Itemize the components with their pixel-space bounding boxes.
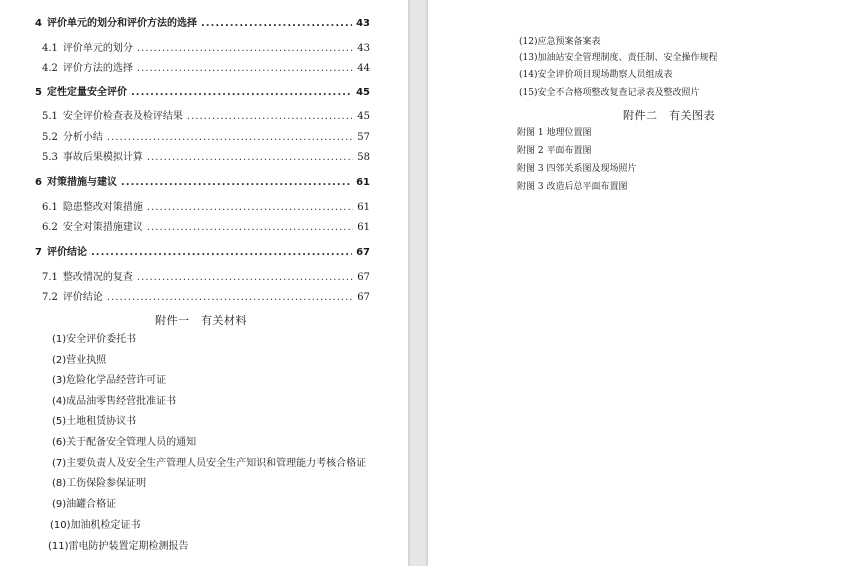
toc-section-entry[interactable]	[42, 62, 370, 76]
toc-entry-number: 5.2	[42, 132, 58, 143]
toc-section-entry[interactable]	[42, 42, 370, 56]
attachment-one-heading: 附件一 有关材料	[155, 314, 247, 327]
toc-entry-title: 评价结论	[62, 292, 103, 303]
toc-dot-leader	[137, 271, 353, 285]
toc-dot-leader	[147, 221, 353, 235]
toc-dot-leader	[131, 86, 352, 100]
toc-entry-page-number: 61	[356, 177, 370, 188]
toc-dot-leader	[187, 110, 353, 124]
toc-entry-title: 评价单元的划分	[62, 43, 133, 54]
toc-entry-number: 5	[35, 87, 42, 98]
toc-dot-leader	[121, 176, 352, 190]
toc-section-entry[interactable]	[42, 151, 370, 165]
toc-dot-leader	[91, 246, 352, 260]
toc-dot-leader	[137, 62, 353, 76]
toc-dot-leader	[107, 131, 353, 145]
toc-entry-title: 事故后果模拟计算	[62, 152, 143, 163]
toc-entry-number: 6.1	[42, 202, 58, 213]
attachment-one-item[interactable]: (6)关于配备安全管理人员的通知	[52, 437, 197, 448]
document-page-right	[428, 0, 852, 566]
toc-dot-leader	[147, 201, 353, 215]
toc-section-entry[interactable]	[42, 221, 370, 235]
toc-section-entry[interactable]	[42, 131, 370, 145]
toc-entry-number: 4.2	[42, 63, 58, 74]
toc-entry-number: 4	[35, 18, 42, 29]
toc-chapter-entry[interactable]	[35, 17, 370, 31]
toc-entry-number: 5.3	[42, 152, 58, 163]
attachment-two-heading: 附件二 有关图表	[623, 109, 715, 122]
attachment-one-item[interactable]: (11)雷电防护装置定期检测报告	[48, 541, 189, 552]
attachment-one-item[interactable]: (2)营业执照	[52, 355, 107, 366]
toc-entry-page-number: 67	[357, 292, 370, 303]
toc-entry-page-number: 43	[356, 18, 370, 29]
toc-entry-page-number: 67	[357, 272, 370, 283]
toc-entry-number: 7	[35, 247, 42, 258]
attachment-one-item[interactable]: (12)应急预案备案表	[519, 37, 601, 47]
attachment-two-figure-item[interactable]: 附图 3 改造后总平面布置图	[517, 182, 628, 192]
toc-section-entry[interactable]	[42, 110, 370, 124]
attachment-two-figure-item[interactable]: 附图 3 四邻关系图及现场照片	[517, 164, 637, 174]
toc-entry-number: 7.1	[42, 272, 58, 283]
attachment-one-item[interactable]: (1)安全评价委托书	[52, 334, 137, 345]
attachment-two-figure-item[interactable]: 附图 2 平面布置图	[517, 146, 592, 156]
toc-entry-title: 隐患整改对策措施	[62, 202, 143, 213]
toc-entry-title: 评价结论	[46, 247, 87, 258]
toc-dot-leader	[147, 151, 353, 165]
toc-entry-title: 评价单元的划分和评价方法的选择	[46, 18, 197, 29]
toc-entry-title: 定性定量安全评价	[46, 87, 127, 98]
attachment-one-item[interactable]: (5)土地租赁协议书	[52, 416, 137, 427]
attachment-one-item[interactable]: (13)加油站安全管理制度、责任制、安全操作规程	[519, 53, 718, 63]
toc-entry-page-number: 61	[357, 202, 370, 213]
toc-entry-number: 5.1	[42, 111, 58, 122]
attachment-one-item[interactable]: (10)加油机检定证书	[50, 520, 141, 531]
toc-entry-title: 安全评价检查表及检评结果	[62, 111, 183, 122]
attachment-one-item[interactable]: (7)主要负责人及安全生产管理人员安全生产知识和管理能力考核合格证	[52, 458, 367, 469]
toc-entry-number: 4.1	[42, 43, 58, 54]
toc-entry-page-number: 44	[357, 63, 370, 74]
toc-dot-leader	[201, 17, 352, 31]
toc-entry-number: 6.2	[42, 222, 58, 233]
toc-entry-page-number: 61	[357, 222, 370, 233]
toc-entry-page-number: 45	[356, 87, 370, 98]
toc-entry-number: 6	[35, 177, 42, 188]
document-page-left	[0, 0, 408, 566]
toc-entry-title: 安全对策措施建议	[62, 222, 143, 233]
toc-section-entry[interactable]	[42, 291, 370, 305]
attachment-one-item[interactable]: (3)危险化学品经营许可证	[52, 375, 167, 386]
toc-entry-page-number: 58	[357, 152, 370, 163]
toc-entry-title: 对策措施与建议	[46, 177, 117, 188]
toc-entry-title: 整改情况的复查	[62, 272, 133, 283]
toc-section-entry[interactable]	[42, 201, 370, 215]
toc-chapter-entry[interactable]	[35, 246, 370, 260]
attachment-one-item[interactable]: (9)油罐合格证	[52, 499, 117, 510]
attachment-one-item[interactable]: (14)安全评价项目现场勘察人员组成表	[519, 70, 673, 80]
toc-entry-number: 7.2	[42, 292, 58, 303]
toc-chapter-entry[interactable]	[35, 86, 370, 100]
attachment-one-item[interactable]: (8)工伤保险参保证明	[52, 478, 147, 489]
toc-entry-page-number: 45	[357, 111, 370, 122]
toc-dot-leader	[137, 42, 353, 56]
toc-chapter-entry[interactable]	[35, 176, 370, 190]
toc-entry-title: 评价方法的选择	[62, 63, 133, 74]
attachment-one-item[interactable]: (4)成品油零售经营批准证书	[52, 396, 177, 407]
toc-section-entry[interactable]	[42, 271, 370, 285]
toc-dot-leader	[107, 291, 353, 305]
toc-entry-title: 分析小结	[62, 132, 103, 143]
toc-entry-page-number: 67	[356, 247, 370, 258]
toc-entry-page-number: 57	[357, 132, 370, 143]
toc-entry-page-number: 43	[357, 43, 370, 54]
attachment-one-item[interactable]: (15)安全不合格项整改复查记录表及整改照片	[519, 88, 700, 98]
attachment-two-figure-item[interactable]: 附图 1 地理位置图	[517, 128, 592, 138]
